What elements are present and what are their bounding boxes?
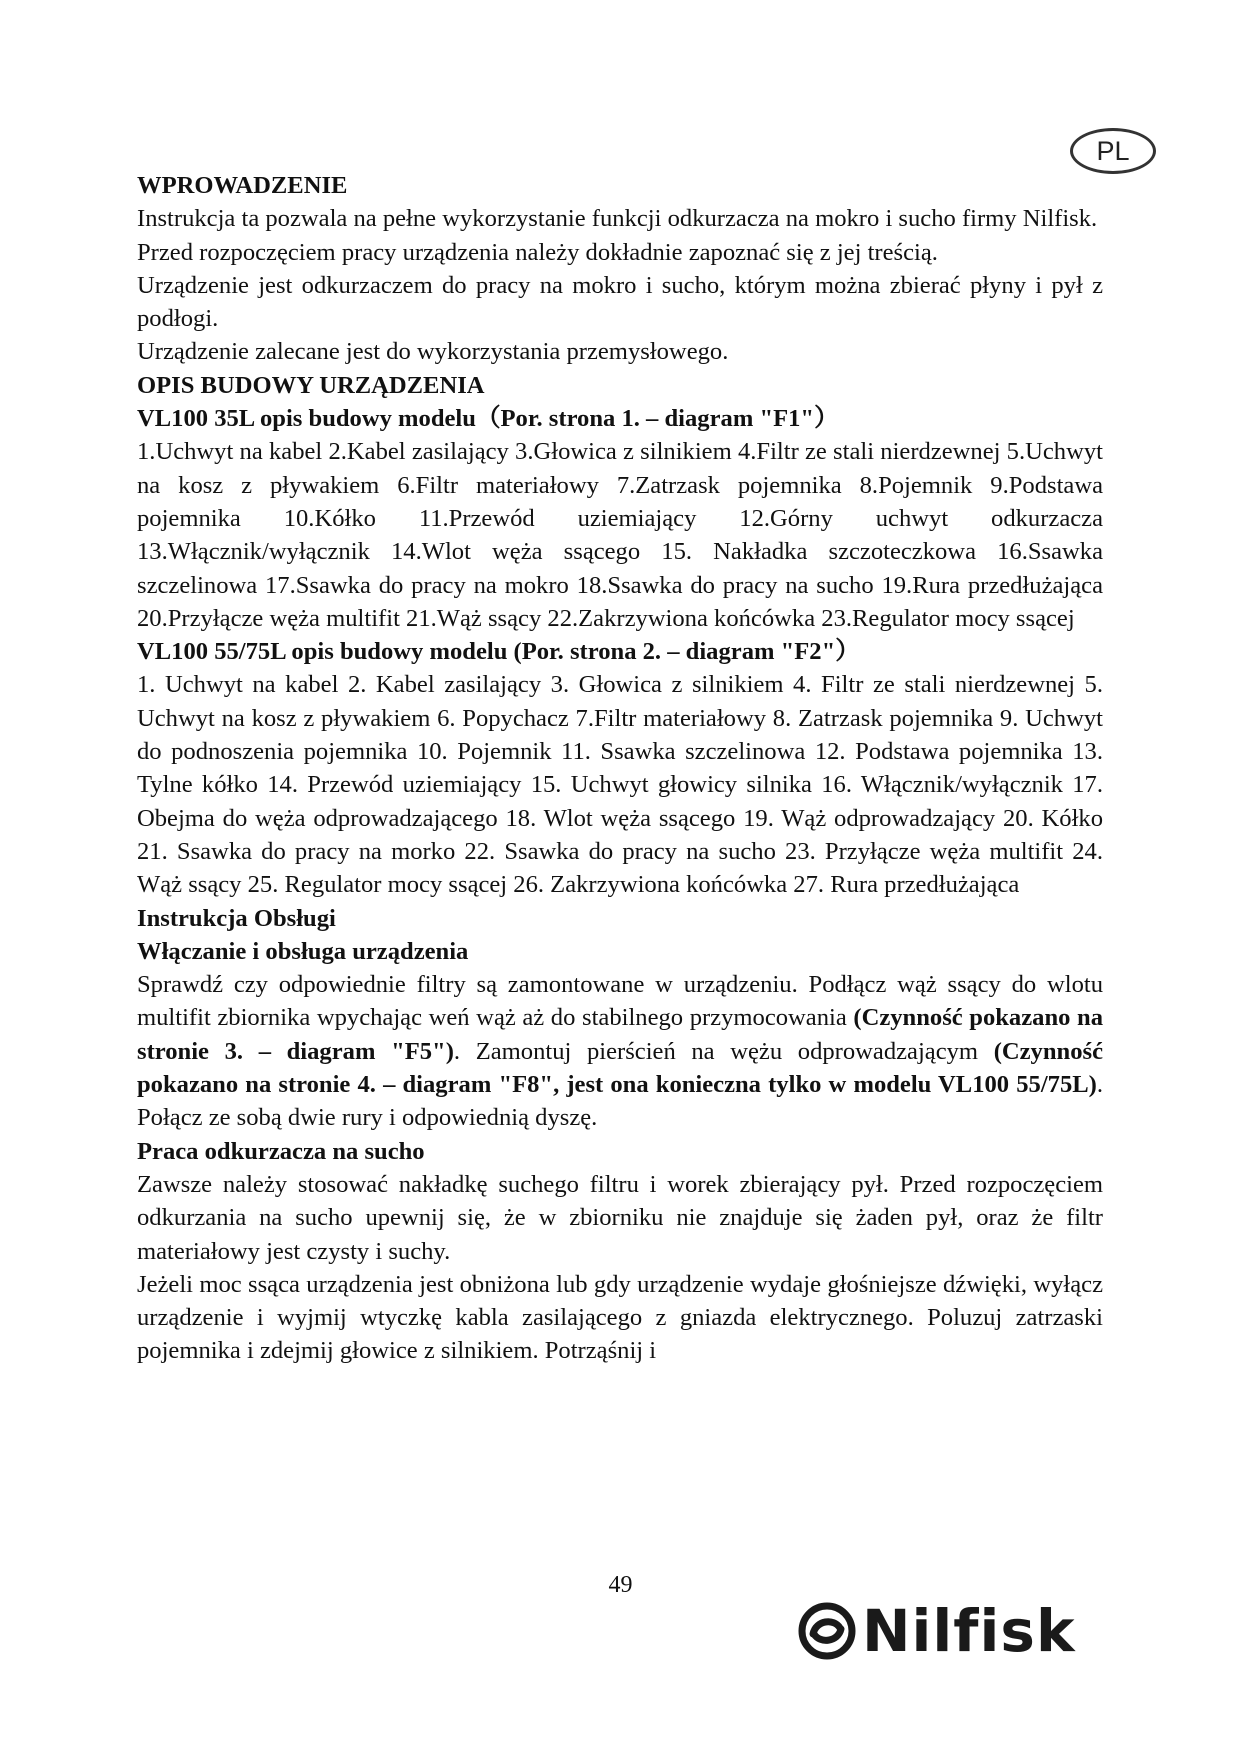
body-paragraph: Instrukcja ta pozwala na pełne wykorzystanie funkcji odkurzacza na mokro i sucho firmy Nilfisk.	[137, 205, 1098, 233]
section-heading: WPROWADZENIE	[137, 172, 348, 199]
document-body	[137, 169, 1103, 1368]
bold-reference: (Czynność pokazano na stronie 3. – diagram "F5")	[137, 1004, 1103, 1065]
body-paragraph: Przed rozpoczęciem pracy urządzenia należy dokładnie zapoznać się z jej treścią.	[137, 238, 938, 266]
section-heading: Instrukcja Obsługi	[137, 904, 336, 932]
nilfisk-logo	[798, 1597, 1076, 1665]
body-paragraph: 1. Uchwyt na kabel 2. Kabel zasilający 3. Głowica z silnikiem 4. Filtr ze stali nierdzewnej 5. Uchwyt na kosz z pływakiem 6. Popychacz 7.Filtr materiałowy 8. Zatrzask pojemnika 9. Uchwyt do podnoszenia pojemnika 10. Pojemnik 11. Ssawka szczelinowa 12. Podstawa pojemnika 13. Tylne kółko 14. Przewód uziemiający 15. Uchwyt głowicy silnika 16. Włącznik/wyłącznik 17. Obejma do węża odprowadzającego 18. Wlot węża ssącego 19. Wąż odprowadzający 20. Kółko 21. Ssawka do pracy na morko 22. Ssawka do pracy na sucho 23. Przyłącze węża multifit 24. Wąż ssący 25. Regulator mocy ssącej 26. Zakrzywiona końcówka 27. Rura przedłużająca	[137, 671, 1103, 899]
language-badge-label: PL	[1096, 135, 1130, 166]
section-heading: OPIS BUDOWY URZĄDZENIA	[137, 371, 485, 399]
language-badge	[1070, 128, 1156, 174]
paragraph-text: . Połącz ze sobą dwie rury i odpowiednią dyszę.	[137, 1071, 1103, 1132]
paragraph-text: . Zamontuj pierścień na wężu odprowadzającym	[453, 1037, 994, 1065]
body-paragraph: Jeżeli moc ssąca urządzenia jest obniżona lub gdy urządzenie wydaje głośniejsze dźwięki, wyłącz urządzenie i wyjmij wtyczkę kabla zasilającego z gniazda elektrycznego. Poluzuj zatrzaski pojemnika i zdejmij głowice z silnikiem. Potrząśnij i	[137, 1270, 1103, 1365]
body-paragraph: Urządzenie jest odkurzaczem do pracy na mokro i sucho, którym można zbierać płyny i pył z podłogi.	[137, 271, 1103, 333]
body-paragraph: Zawsze należy stosować nakładkę suchego filtru i worek zbierający pył. Przed rozpoczęciem odkurzania na sucho upewnij się, że w zbiorniku nie znajduje się żaden pył, oraz że filtr materiałowy jest czysty i suchy.	[137, 1170, 1103, 1265]
section-heading: Włączanie i obsługa urządzenia	[137, 937, 469, 965]
body-paragraph: 1.Uchwyt na kabel 2.Kabel zasilający 3.Głowica z silnikiem 4.Filtr ze stali nierdzewnej 5.Uchwyt na kosz z pływakiem 6.Filtr materiałowy 7.Zatrzask pojemnika 8.Pojemnik 9.Podstawa pojemnika 10.Kółko 11.Przewód uziemiający 12.Górny uchwyt odkurzacza 13.Włącznik/wyłącznik 14.Wlot węża ssącego 15. Nakładka szczoteczkowa 16.Ssawka szczelinowa 17.Ssawka do pracy na mokro 18.Ssawka do pracy na sucho 19.Rura przedłużająca 20.Przyłącze węża multifit 21.Wąż ssący 22.Zakrzywiona końcówka 23.Regulator mocy ssącej	[137, 438, 1103, 632]
nilfisk-swirl-icon	[798, 1602, 856, 1660]
section-heading: VL100 55/75L opis budowy modelu (Por. strona 2. – diagram "F2"）	[137, 638, 860, 666]
logo-wordmark: Nilfisk	[862, 1597, 1076, 1665]
bold-reference: (Czynność pokazano na stronie 4. – diagram "F8", jest ona konieczna tylko w modelu VL100 55/75L)	[137, 1037, 1103, 1099]
section-heading: VL100 35L opis budowy modelu（Por. strona 1. – diagram "F1"）	[137, 405, 839, 433]
paragraph-text: Sprawdź czy odpowiednie filtry są zamontowane w urządzeniu. Podłącz wąż ssący do wlotu multifit zbiornika wpychając weń wąż aż do stabilnego przymocowania	[137, 971, 1103, 1032]
body-paragraph: Urządzenie zalecane jest do wykorzystania przemysłowego.	[137, 338, 729, 366]
section-heading: Praca odkurzacza na sucho	[137, 1137, 425, 1165]
page-number: 49	[608, 1572, 633, 1598]
body-paragraph	[137, 968, 1103, 1134]
